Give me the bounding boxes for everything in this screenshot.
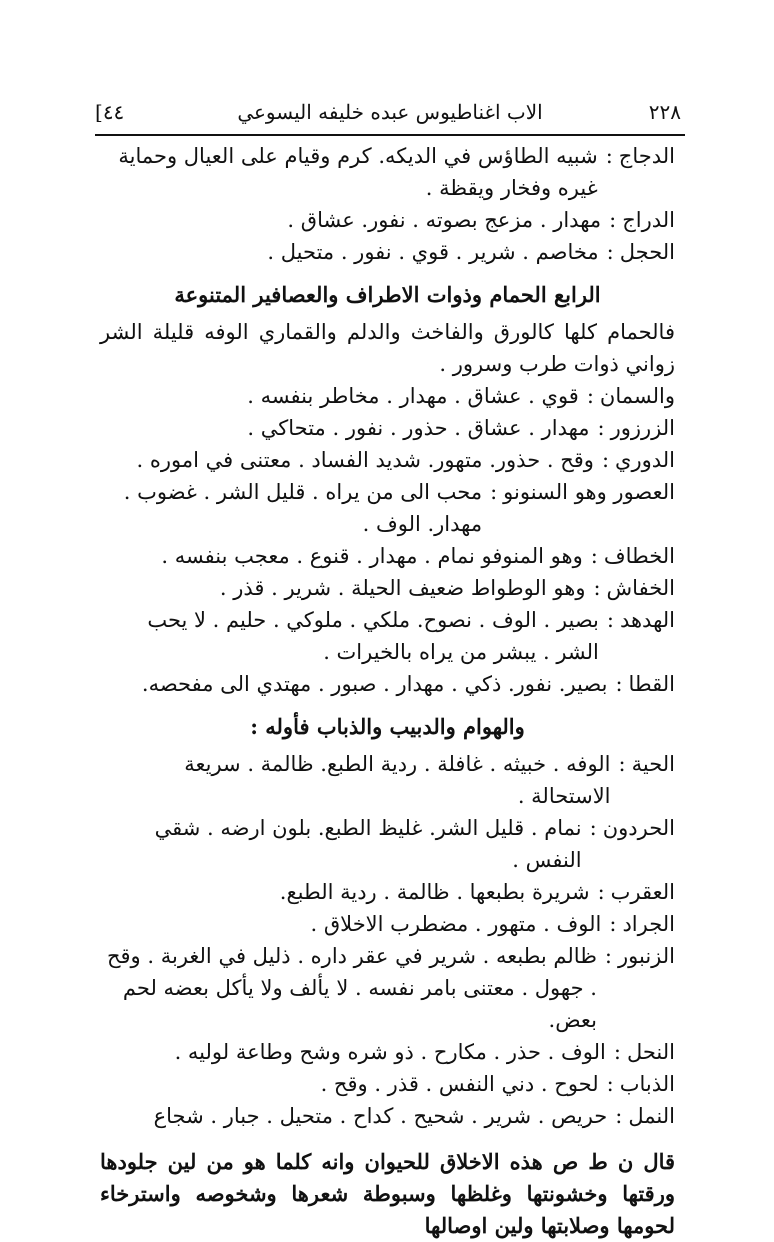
entry-separator: : [609, 912, 617, 936]
entry-term: الزنبور [618, 944, 675, 968]
entry-term: الخفاش [606, 576, 675, 600]
entry-description: شبيه الطاؤس في الديكه. كرم وقيام على العيال وحماية غيره وفخار ويقظة . [118, 144, 598, 200]
entry-separator: : [615, 1104, 623, 1128]
entry-term: العصور وهو السنونو [503, 480, 675, 504]
entry-description: الوف . حذر . مكارح . ذو شره وشح وطاعة لوليه . [174, 1040, 606, 1064]
entry-description: الوف . متهور . مضطرب الاخلاق . [310, 912, 602, 936]
entry-description: مخاصم . شرير . قوي . نفور . متحيل . [267, 240, 599, 264]
entry-term: الجراد [622, 912, 675, 936]
entries-birds-b [100, 380, 675, 700]
entry [100, 236, 675, 268]
section-heading: الرابع الحمام وذوات الاطراف والعصافير المتنوعة [174, 282, 601, 307]
entry-separator: : [606, 240, 614, 264]
entry-separator: : [606, 608, 614, 632]
entry [100, 204, 675, 236]
entry-separator: : [586, 384, 594, 408]
entry-separator: : [609, 208, 617, 232]
entry-description: الوفه . خبيثه . غافلة . ردية الطبع. ظالمة . سريعة الاستحالة . [184, 752, 611, 808]
entry-separator: : [597, 416, 605, 440]
entry [100, 908, 675, 940]
entries-birds-a [100, 140, 675, 268]
entry [100, 1100, 675, 1132]
entry-separator: : [490, 480, 498, 504]
header-rule [95, 134, 685, 136]
entry [100, 540, 675, 572]
entry-term: الدوري [615, 448, 675, 472]
entry-term: الدراج [622, 208, 675, 232]
entry [100, 748, 675, 812]
entry-term: الهدهد [619, 608, 675, 632]
entry-separator: : [593, 576, 601, 600]
footer-text: هذه الاخلاق للحيوان وانه كلما هو من لين جلودها ورقتها وخشونتها وغلظها وسبوطة شعرها وشخوصه واسترخاء لحومها وصلابتها ولين اوصالها [100, 1149, 675, 1238]
entry [100, 476, 675, 540]
header-note: [٤٤ [95, 100, 125, 124]
entry-description: محب الى من يراه . قليل الشر . غضوب . مهدار. الوف . [123, 480, 483, 536]
entry-description: قوي . عشاق . مهدار . مخاطر بنفسه . [247, 384, 579, 408]
entry-separator: : [601, 448, 610, 472]
page-body [100, 140, 675, 1242]
entry-separator: : [605, 144, 613, 168]
entry-separator: : [606, 1072, 614, 1096]
entry-term: الحجل [619, 240, 675, 264]
section-heading: والهوام والدبيب والذباب فأوله : [250, 714, 525, 739]
entry-term: الحية [631, 752, 675, 776]
entry-term: القطا [628, 672, 675, 696]
entry-term: الحردون [602, 816, 675, 840]
entry [100, 412, 675, 444]
entry-term: العقرب [610, 880, 675, 904]
entry-separator: : [613, 1040, 621, 1064]
section-paragraph: فالحمام كلها كالورق والفاخث والدلم والقماري الوفه قليلة الشر زواني ذوات طرب وسرور . [100, 320, 675, 376]
entry [100, 572, 675, 604]
entry-separator: : [597, 880, 605, 904]
entry-description: ظالم بطبعه . شرير في عقر داره . ذليل في الغربة . وقح . جهول . معتنى بامر نفسه . لا يألف ولا يأكل بعضه لحم بعض. [106, 944, 597, 1032]
entries-insects [100, 748, 675, 1132]
entry-description: مهدار . مزعج بصوته . نفور. عشاق . [287, 208, 602, 232]
entry-separator: : [604, 944, 612, 968]
entry [100, 604, 675, 668]
entry-separator: : [618, 752, 626, 776]
entry-description: وهو المنوفو نمام . مهدار . قنوع . معجب بنفسه . [161, 544, 583, 568]
entry-separator: : [589, 816, 597, 840]
entry-term: النمل [628, 1104, 675, 1128]
entry-term: والسمان [599, 384, 675, 408]
entry [100, 1068, 675, 1100]
entry [100, 1036, 675, 1068]
entry-separator: : [615, 672, 623, 696]
entry-description: بصير . الوف . نصوح. ملكي . ملوكي . حليم . لا يحب الشر . يبشر من يراه بالخيرات . [147, 608, 599, 664]
entry-term: الخطاف [603, 544, 675, 568]
entry-term: النحل [626, 1040, 675, 1064]
entry [100, 444, 675, 476]
entry-term: الزرزور [610, 416, 675, 440]
entry-separator: : [590, 544, 598, 568]
entry-description: بصير. نفور. ذكي . مهدار . صبور . مهتدي الى مفحصه. [141, 672, 608, 696]
entry [100, 668, 675, 700]
running-title: الاب اغناطيوس عبده خليفه اليسوعي [237, 100, 543, 124]
entry [100, 940, 675, 1036]
entry-description: نمام . قليل الشر. غليظ الطبع. بلون ارضه . شقي النفس . [154, 816, 582, 872]
footer-paragraph [100, 1146, 675, 1242]
page-number: ٢٢٨ [648, 100, 681, 124]
entry-description: لحوح . دني النفس . قذر . وقح . [320, 1072, 599, 1096]
entry-description: وهو الوطواط ضعيف الحيلة . شرير . قذر . [219, 576, 586, 600]
entry-description: مهدار . عشاق . حذور . نفور . متحاكي . [247, 416, 590, 440]
page-header [95, 96, 685, 136]
entry-term: الدجاج [618, 144, 675, 168]
entry-description: وقح . حذور. متهور. شديد الفساد . معتنى في اموره . [136, 448, 594, 472]
entry-term: الذباب [619, 1072, 675, 1096]
footer-intro: قال ن ط ص [552, 1149, 676, 1174]
entry-description: حريص . شرير . شحيح . كداح . متحيل . جبار . شجاع [153, 1104, 608, 1128]
entry [100, 812, 675, 876]
entry [100, 380, 675, 412]
entry [100, 876, 675, 908]
entry [100, 140, 675, 204]
entry-description: شريرة بطبعها . ظالمة . ردية الطبع. [279, 880, 590, 904]
